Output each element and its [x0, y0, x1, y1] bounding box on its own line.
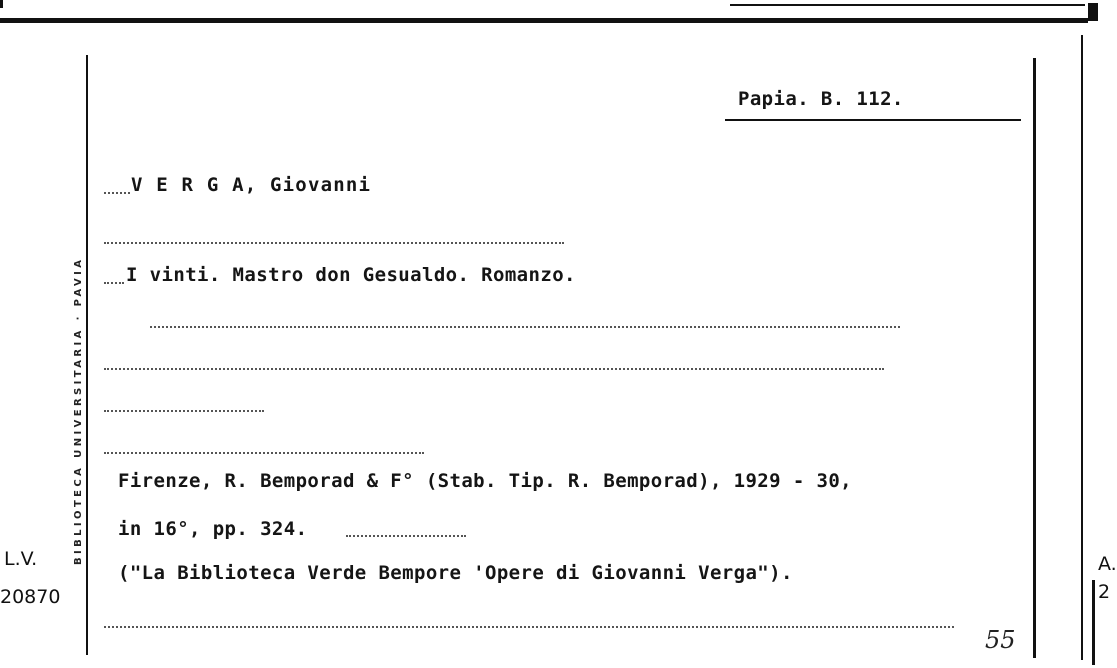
- margin-left-line1: L.V.: [4, 548, 38, 570]
- author-heading: V E R G A, Giovanni: [131, 174, 372, 196]
- top-thin-rule: [730, 4, 1085, 6]
- dotted-leader: [346, 535, 466, 537]
- right-margin-rule: [1033, 58, 1036, 658]
- imprint-line: Firenze, R. Bemporad & F° (Stab. Tip. R. Bemporad), 1929 - 30,: [118, 470, 853, 492]
- title-line: I vinti. Mastro don Gesualdo. Romanzo.: [126, 264, 576, 286]
- shelfmark: Papia. B. 112.: [738, 88, 904, 110]
- shelfmark-underline: [725, 119, 1021, 121]
- library-stamp: BIBLIOTECA UNIVERSITARIA · PAVIA: [73, 256, 84, 565]
- dotted-line: [104, 452, 424, 454]
- collation-line: in 16°, pp. 324.: [118, 518, 308, 540]
- margin-left-line2: 20870: [0, 586, 61, 608]
- margin-right-line2: 2: [1098, 581, 1111, 603]
- dotted-line: [104, 368, 884, 370]
- dotted-leader: [104, 192, 130, 194]
- margin-right-line1: A.: [1098, 553, 1117, 575]
- right-edge-rule: [1081, 35, 1083, 660]
- top-right-mark: [1088, 3, 1098, 21]
- dotted-line: [150, 326, 900, 328]
- dotted-leader: [104, 282, 124, 284]
- left-margin-rule: [86, 55, 88, 655]
- top-border-rule: [0, 18, 1088, 23]
- right-edge-rule-2: [1092, 580, 1095, 665]
- top-left-tick: [0, 0, 3, 8]
- dotted-line: [104, 242, 564, 244]
- dotted-line: [104, 410, 264, 412]
- dotted-line: [104, 626, 954, 628]
- series-note: ("La Biblioteca Verde Bempore 'Opere di Giovanni Verga").: [118, 562, 793, 584]
- handwritten-number: 55: [985, 626, 1016, 654]
